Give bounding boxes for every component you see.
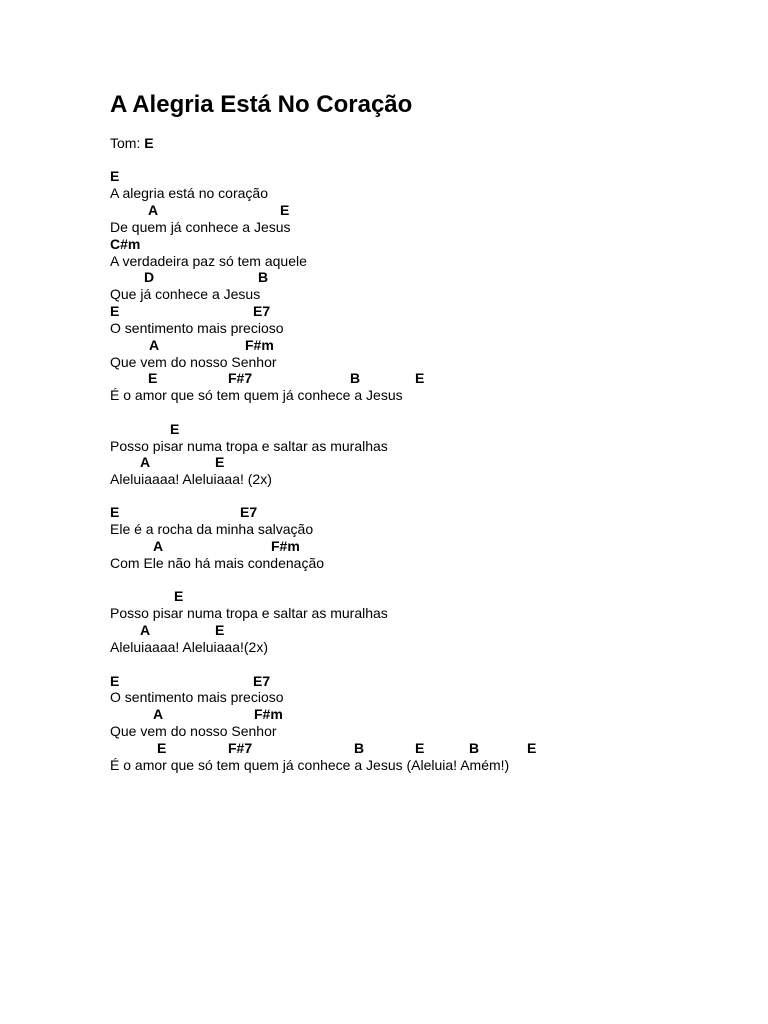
key-label: Tom: (110, 135, 141, 151)
chord: B (258, 269, 269, 285)
chord: E (157, 740, 167, 756)
lyric-line: Com Ele não há mais condenação (110, 555, 325, 571)
chord: E (148, 370, 158, 386)
lyric-line: O sentimento mais precioso (110, 320, 284, 336)
lyric-line: Posso pisar numa tropa e saltar as muralhas (110, 605, 388, 621)
lyric-line: O sentimento mais precioso (110, 689, 284, 705)
lyric-line: Que vem do nosso Senhor (110, 723, 277, 739)
lyric-line: Aleluiaaaa! Aleluiaaa! (2x) (110, 471, 272, 487)
chord: F#7 (228, 370, 253, 386)
song-title: A Alegria Está No Coração (110, 91, 413, 118)
chord: E (110, 303, 120, 319)
chord: A (140, 622, 151, 638)
chord: F#m (254, 706, 283, 722)
chord: E7 (253, 303, 271, 319)
chord: E (415, 370, 425, 386)
chord: E (110, 673, 120, 689)
lyric-line: Posso pisar numa tropa e saltar as muralhas (110, 438, 388, 454)
chord: E (170, 421, 180, 437)
chord: B (354, 740, 365, 756)
chord: E7 (240, 504, 258, 520)
chord: E (215, 622, 225, 638)
key-value: E (144, 135, 154, 151)
chord: F#7 (228, 740, 253, 756)
chord: A (153, 706, 164, 722)
chord: F#m (271, 538, 300, 554)
chord: E (280, 202, 290, 218)
chord: E7 (253, 673, 271, 689)
chord: E (415, 740, 425, 756)
chord: E (174, 588, 184, 604)
chord: A (140, 454, 151, 470)
lyric-line: De quem já conhece a Jesus (110, 219, 291, 235)
chord: D (144, 269, 155, 285)
chord: C#m (110, 236, 141, 252)
chord: A (153, 538, 164, 554)
lyric-line: Que já conhece a Jesus (110, 286, 261, 302)
lyric-line: Que vem do nosso Senhor (110, 354, 277, 370)
chord: E (110, 168, 120, 184)
chord: A (149, 337, 160, 353)
chord: A (148, 202, 159, 218)
chord: B (469, 740, 480, 756)
lyric-line: A verdadeira paz só tem aquele (110, 253, 307, 269)
lyric-line: É o amor que só tem quem já conhece a Jesus (Aleluia! Amém!) (110, 757, 510, 773)
chord: E (110, 504, 120, 520)
chord: B (350, 370, 361, 386)
lyric-line: Aleluiaaaa! Aleluiaaa!(2x) (110, 639, 268, 655)
lyric-line: A alegria está no coração (110, 185, 268, 201)
chord: F#m (245, 337, 274, 353)
chord: E (527, 740, 537, 756)
lyric-line: Ele é a rocha da minha salvação (110, 521, 314, 537)
chord: E (215, 454, 225, 470)
song-key (110, 135, 154, 152)
lyric-line: É o amor que só tem quem já conhece a Jesus (110, 387, 403, 403)
